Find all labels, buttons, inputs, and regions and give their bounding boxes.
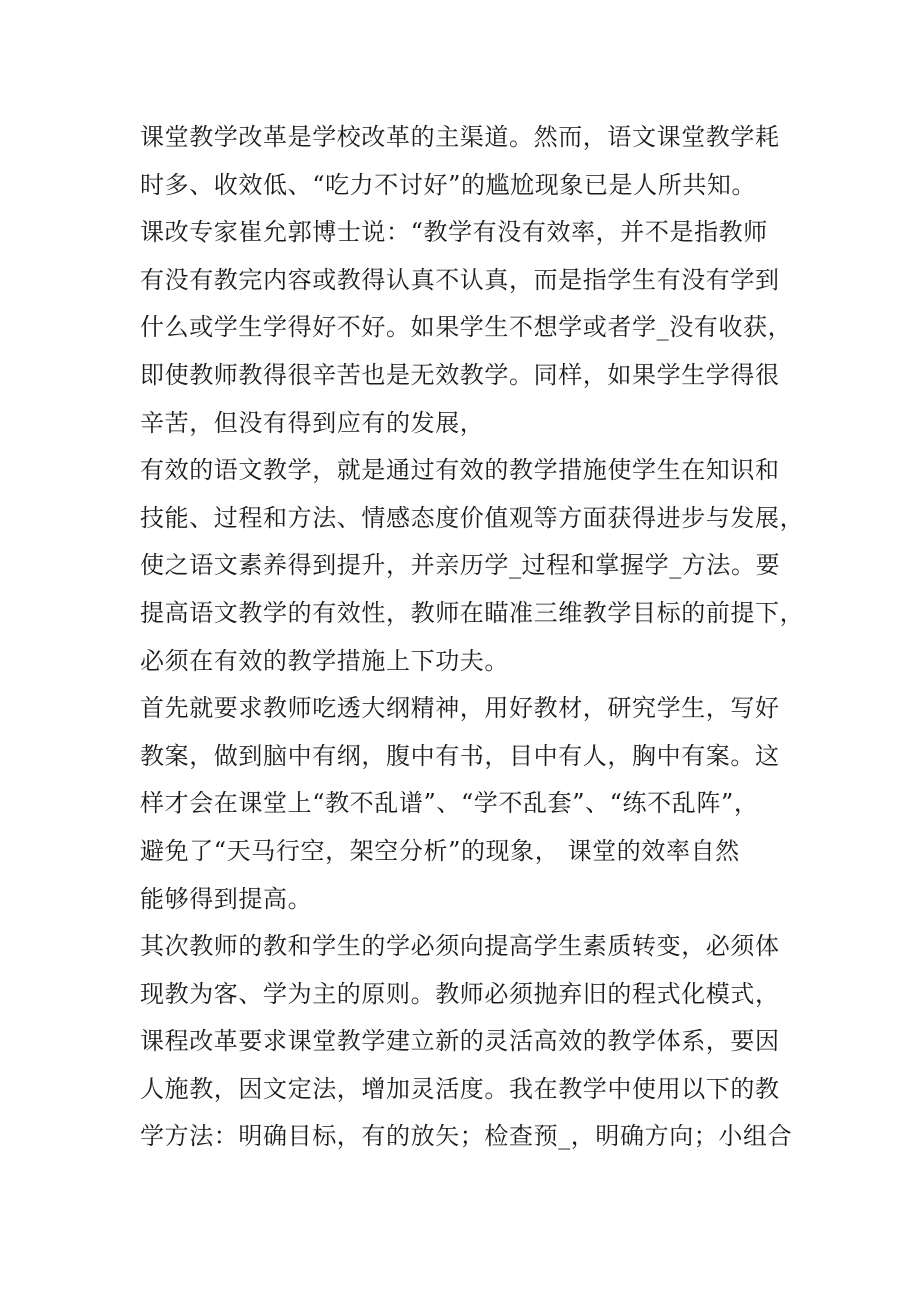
text-line: 教案，做到脑中有纲，腹中有书，目中有人，胸中有案。这: [140, 741, 780, 770]
text-line: 课程改革要求课堂教学建立新的灵活高效的教学体系，要因: [140, 1027, 780, 1056]
text-line: 学方法：明确目标，有的放矢；检查预_，明确方向；小组合: [140, 1122, 793, 1151]
text-line: 现教为客、学为主的原则。教师必须抛弃旧的程式化模式，: [140, 979, 780, 1008]
body-text: [140, 114, 805, 1161]
text-line: 提高语文教学的有效性，教师在瞄准三维教学目标的前提下，: [140, 598, 805, 627]
text-line: 人施教，因文定法，增加灵活度。我在教学中使用以下的教: [140, 1074, 780, 1103]
text-line: 课堂教学改革是学校改革的主渠道。然而，语文课堂教学耗: [140, 123, 780, 151]
text-line: 技能、过程和方法、情感态度价值观等方面获得进步与发展，: [140, 503, 805, 532]
text-line: 什么或学生学得好不好。如果学生不想学或者学_没有收获，: [140, 313, 793, 342]
text-line: 即使教师教得很辛苦也是无效教学。同样，如果学生学得很: [140, 360, 780, 389]
text-line: 避免了“天马行空，架空分析”的现象， 课堂的效率自然: [140, 836, 740, 865]
text-line: 使之语文素养得到提升，并亲历学_过程和掌握学_方法。要: [140, 551, 781, 580]
text-line: 有没有教完内容或教得认真不认真，而是指学生有没有学到: [140, 265, 780, 294]
text-line: 其次教师的教和学生的学必须向提高学生素质转变，必须体: [140, 932, 780, 961]
text-line: 样才会在课堂上“教不乱谱”、“学不乱套”、“练不乱阵”，: [140, 789, 759, 818]
text-line: 辛苦，但没有得到应有的发展，: [140, 408, 485, 437]
text-line: 能够得到提高。: [140, 884, 313, 913]
text-line: 课改专家崔允郭博士说：“教学有没有效率，并不是指教师: [140, 218, 768, 247]
text-line: 有效的语文教学，就是通过有效的教学措施使学生在知识和: [140, 456, 780, 485]
text-line: 时多、收效低、“吃力不讨好”的尴尬现象已是人所共知。: [140, 170, 757, 199]
text-line: 首先就要求教师吃透大纲精神，用好教材，研究学生，写好: [140, 694, 780, 723]
text-line: 必须在有效的教学措施上下功夫。: [140, 646, 509, 675]
